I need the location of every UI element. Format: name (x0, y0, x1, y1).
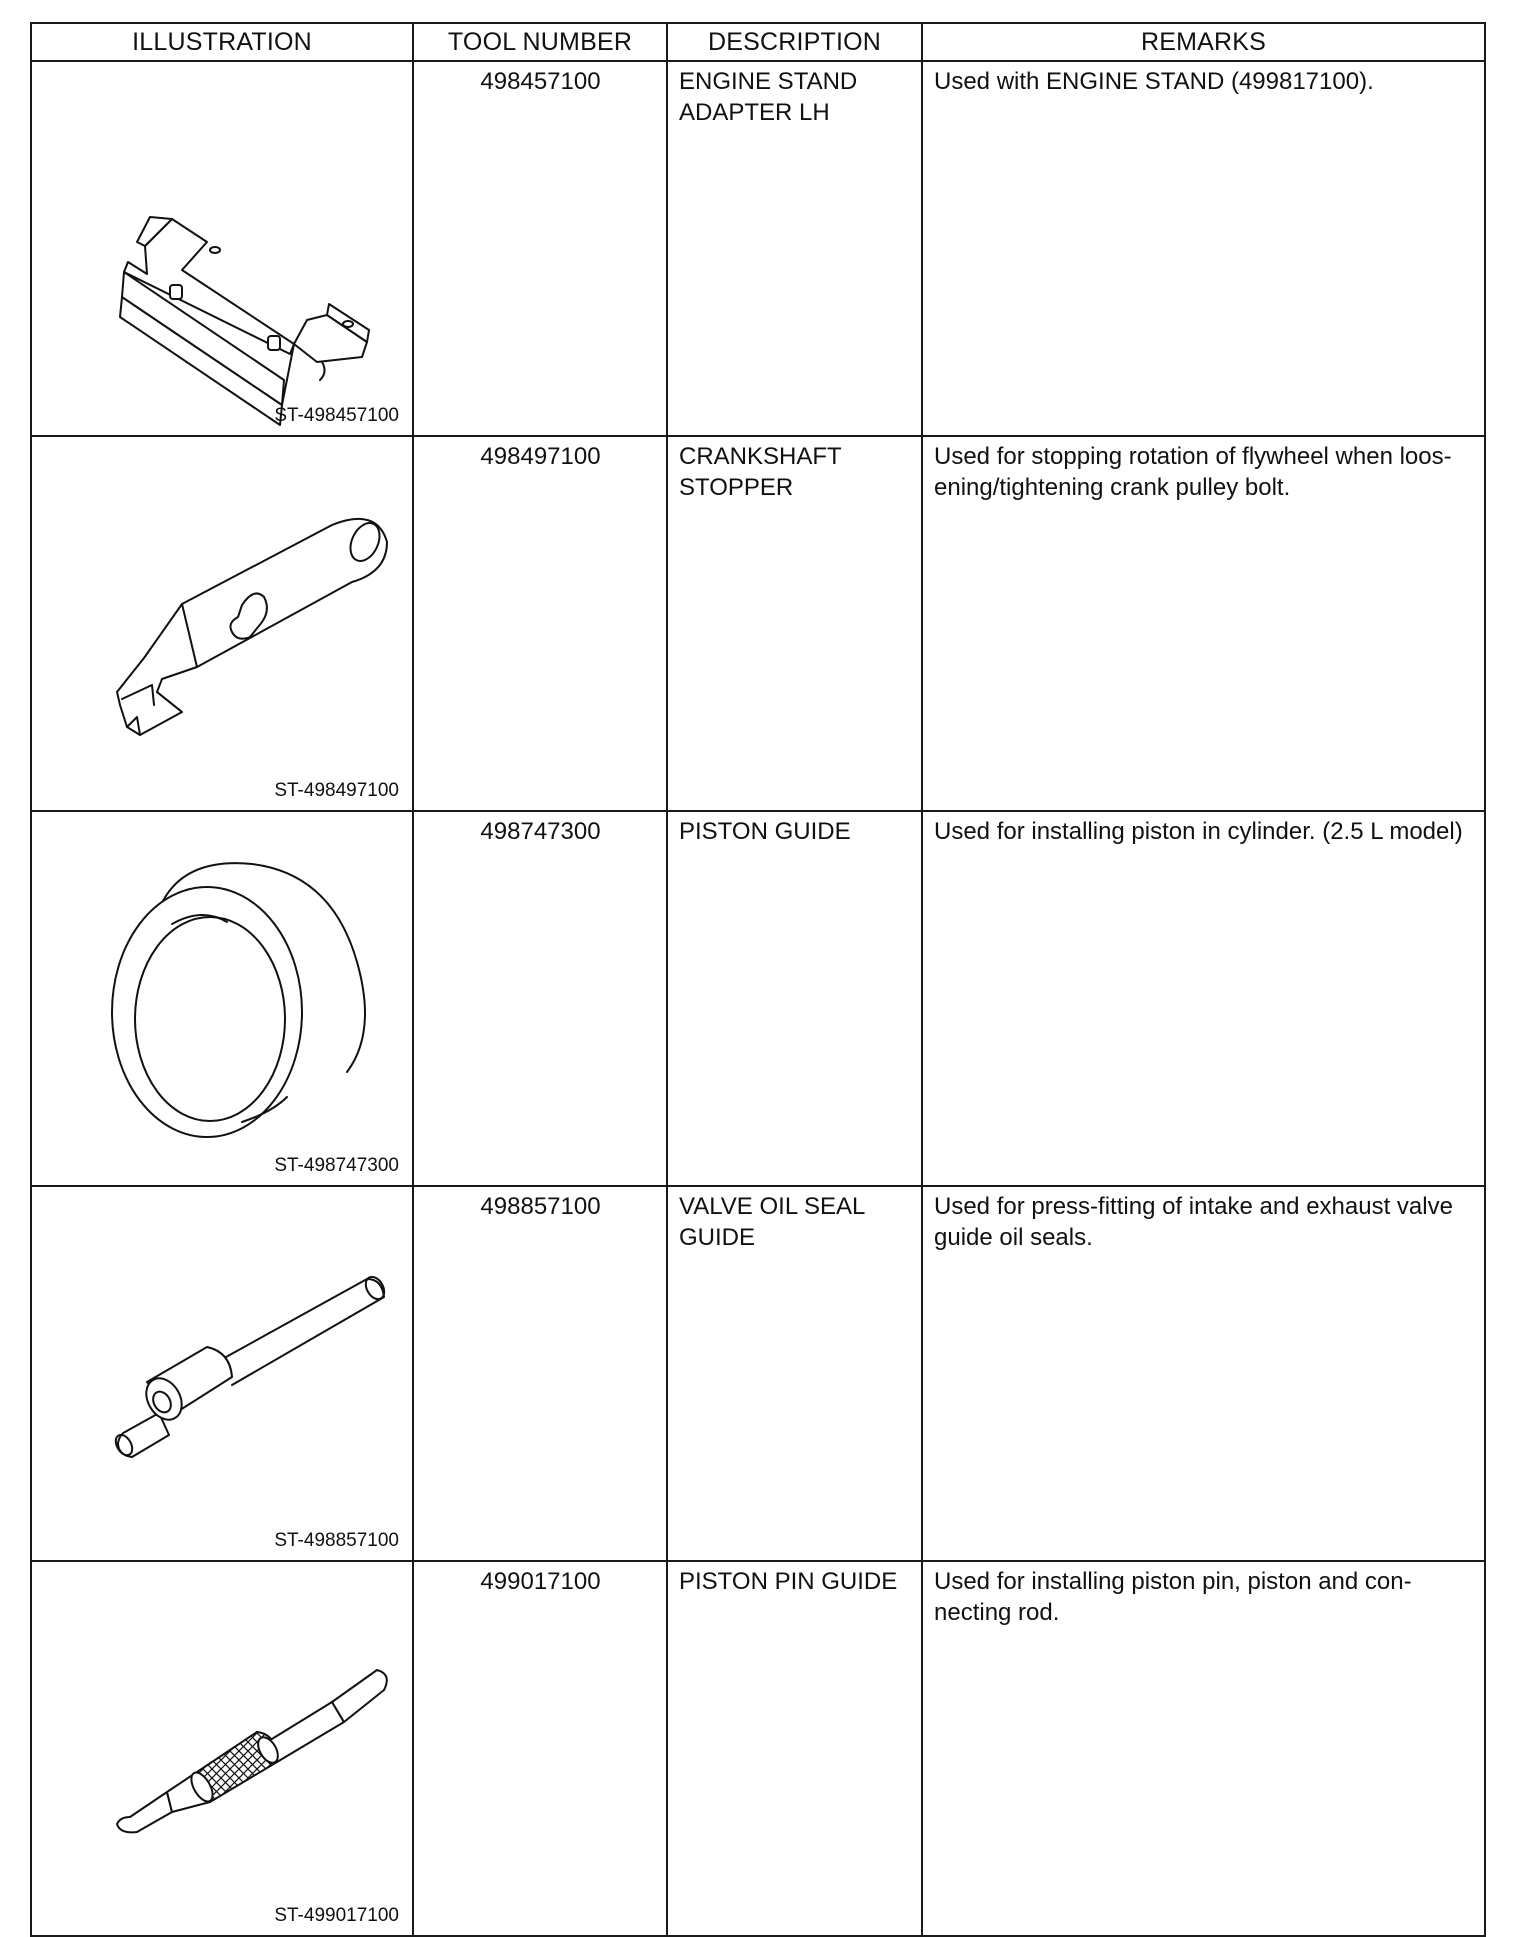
tool-number-cell: 499017100 (413, 1561, 667, 1936)
header-row (31, 23, 1485, 61)
remarks-cell: Used for installing piston in cylinder. (2.5 L model) (922, 811, 1485, 1186)
illustration-label: ST-498457100 (274, 405, 399, 426)
remarks-cell: Used with ENGINE STAND (499817100). (922, 61, 1485, 436)
illustration-cell (31, 811, 413, 1186)
tool-number-cell: 498497100 (413, 436, 667, 811)
description-cell: VALVE OIL SEAL GUIDE (667, 1186, 922, 1561)
crankshaft-stopper-drawing (32, 437, 414, 806)
remarks-cell: Used for installing piston pin, piston and con-necting rod. (922, 1561, 1485, 1936)
piston-guide-drawing (32, 812, 414, 1181)
header-remarks: REMARKS (922, 23, 1485, 61)
tool-number-cell: 498747300 (413, 811, 667, 1186)
table-row (31, 811, 1485, 1186)
table-row (31, 1561, 1485, 1936)
description-cell: PISTON PIN GUIDE (667, 1561, 922, 1936)
illustration-cell (31, 1186, 413, 1561)
illustration-cell (31, 1561, 413, 1936)
description-cell: ENGINE STAND ADAPTER LH (667, 61, 922, 436)
illustration-label: ST-498857100 (274, 1530, 399, 1551)
illustration-label: ST-499017100 (274, 1905, 399, 1926)
engine-stand-adapter-drawing (32, 62, 414, 431)
description-cell: CRANKSHAFT STOPPER (667, 436, 922, 811)
table-row (31, 1186, 1485, 1561)
remarks-cell: Used for stopping rotation of flywheel when loos-ening/tightening crank pulley bolt. (922, 436, 1485, 811)
table-row (31, 61, 1485, 436)
header-illustration: ILLUSTRATION (31, 23, 413, 61)
remarks-cell: Used for press-fitting of intake and exhaust valve guide oil seals. (922, 1186, 1485, 1561)
tool-number-cell: 498457100 (413, 61, 667, 436)
special-tools-table (30, 22, 1486, 1937)
header-tool-number: TOOL NUMBER (413, 23, 667, 61)
table-row (31, 436, 1485, 811)
piston-pin-guide-drawing (32, 1562, 414, 1931)
illustration-label: ST-498747300 (274, 1155, 399, 1176)
valve-oil-seal-guide-drawing (32, 1187, 414, 1556)
header-description: DESCRIPTION (667, 23, 922, 61)
tool-number-cell: 498857100 (413, 1186, 667, 1561)
illustration-label: ST-498497100 (274, 780, 399, 801)
illustration-cell (31, 436, 413, 811)
description-cell: PISTON GUIDE (667, 811, 922, 1186)
illustration-cell (31, 61, 413, 436)
